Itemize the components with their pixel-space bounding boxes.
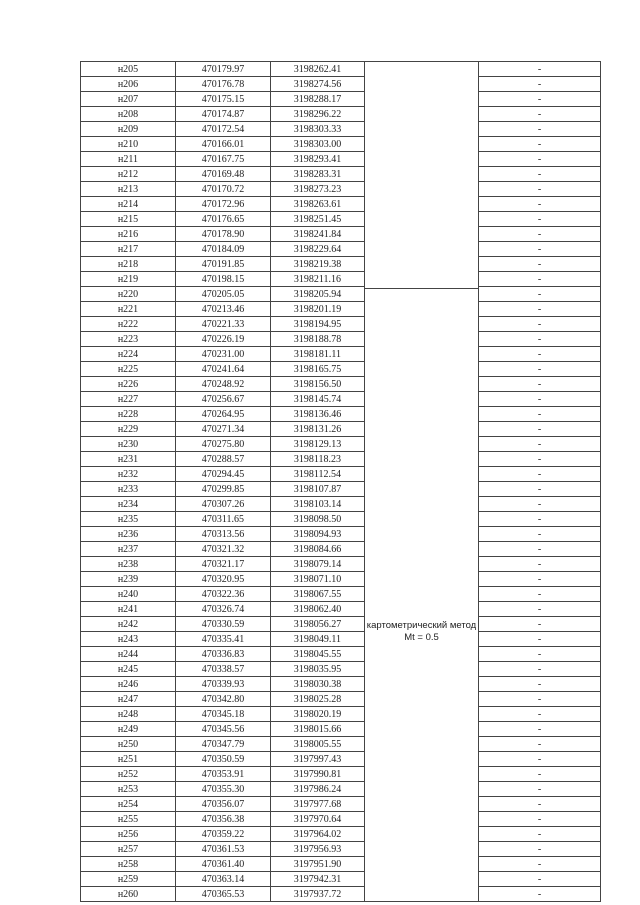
x-coordinate-cell: 470335.41 (176, 632, 271, 647)
y-coordinate-cell: 3198131.26 (271, 422, 365, 437)
dash-cell: - (479, 632, 601, 647)
x-coordinate-cell: 470365.53 (176, 887, 271, 902)
y-coordinate-cell: 3198025.28 (271, 692, 365, 707)
point-id-cell: н232 (81, 467, 176, 482)
dash-cell: - (479, 842, 601, 857)
point-id-cell: н249 (81, 722, 176, 737)
dash-cell: - (479, 767, 601, 782)
point-id-cell: н256 (81, 827, 176, 842)
y-coordinate-cell: 3197990.81 (271, 767, 365, 782)
y-coordinate-cell: 3198098.50 (271, 512, 365, 527)
y-coordinate-cell: 3198062.40 (271, 602, 365, 617)
table-row (81, 212, 601, 227)
point-id-cell: н212 (81, 167, 176, 182)
x-coordinate-cell: 470248.92 (176, 377, 271, 392)
dash-cell: - (479, 437, 601, 452)
y-coordinate-cell: 3198156.50 (271, 377, 365, 392)
x-coordinate-cell: 470321.17 (176, 557, 271, 572)
x-coordinate-cell: 470339.93 (176, 677, 271, 692)
dash-cell: - (479, 332, 601, 347)
table-row (81, 107, 601, 122)
y-coordinate-cell: 3197986.24 (271, 782, 365, 797)
x-coordinate-cell: 470345.56 (176, 722, 271, 737)
dash-cell: - (479, 797, 601, 812)
x-coordinate-cell: 470313.56 (176, 527, 271, 542)
point-id-cell: н234 (81, 497, 176, 512)
dash-cell: - (479, 257, 601, 272)
dash-cell: - (479, 872, 601, 887)
dash-cell: - (479, 212, 601, 227)
y-coordinate-cell: 3198030.38 (271, 677, 365, 692)
y-coordinate-cell: 3198129.13 (271, 437, 365, 452)
dash-cell: - (479, 812, 601, 827)
y-coordinate-cell: 3198229.64 (271, 242, 365, 257)
point-id-cell: н214 (81, 197, 176, 212)
table-row (81, 422, 601, 437)
point-id-cell: н238 (81, 557, 176, 572)
dash-cell: - (479, 137, 601, 152)
table-row (81, 167, 601, 182)
table-row (81, 122, 601, 137)
point-id-cell: н205 (81, 62, 176, 77)
x-coordinate-cell: 470172.96 (176, 197, 271, 212)
table-row (81, 677, 601, 692)
point-id-cell: н246 (81, 677, 176, 692)
dash-cell: - (479, 557, 601, 572)
table-row (81, 887, 601, 902)
x-coordinate-cell: 470330.59 (176, 617, 271, 632)
x-coordinate-cell: 470336.83 (176, 647, 271, 662)
x-coordinate-cell: 470307.26 (176, 497, 271, 512)
dash-cell: - (479, 92, 601, 107)
point-id-cell: н210 (81, 137, 176, 152)
dash-cell: - (479, 272, 601, 287)
table-row (81, 392, 601, 407)
coordinates-table-body (81, 62, 601, 902)
point-id-cell: н255 (81, 812, 176, 827)
x-coordinate-cell: 470169.48 (176, 167, 271, 182)
point-id-cell: н230 (81, 437, 176, 452)
point-id-cell: н207 (81, 92, 176, 107)
x-coordinate-cell: 470347.79 (176, 737, 271, 752)
y-coordinate-cell: 3197951.90 (271, 857, 365, 872)
dash-cell: - (479, 422, 601, 437)
table-row (81, 227, 601, 242)
y-coordinate-cell: 3198015.66 (271, 722, 365, 737)
y-coordinate-cell: 3198084.66 (271, 542, 365, 557)
dash-cell: - (479, 347, 601, 362)
table-row (81, 707, 601, 722)
y-coordinate-cell: 3197997.43 (271, 752, 365, 767)
y-coordinate-cell: 3197956.93 (271, 842, 365, 857)
table-row (81, 767, 601, 782)
x-coordinate-cell: 470184.09 (176, 242, 271, 257)
table-row (81, 152, 601, 167)
x-coordinate-cell: 470256.67 (176, 392, 271, 407)
x-coordinate-cell: 470361.53 (176, 842, 271, 857)
point-id-cell: н211 (81, 152, 176, 167)
point-id-cell: н253 (81, 782, 176, 797)
table-row (81, 557, 601, 572)
y-coordinate-cell: 3198067.55 (271, 587, 365, 602)
x-coordinate-cell: 470178.90 (176, 227, 271, 242)
x-coordinate-cell: 470338.57 (176, 662, 271, 677)
table-row (81, 692, 601, 707)
y-coordinate-cell: 3197977.68 (271, 797, 365, 812)
point-id-cell: н225 (81, 362, 176, 377)
dash-cell: - (479, 122, 601, 137)
x-coordinate-cell: 470299.85 (176, 482, 271, 497)
dash-cell: - (479, 722, 601, 737)
dash-cell: - (479, 677, 601, 692)
dash-cell: - (479, 647, 601, 662)
y-coordinate-cell: 3198005.55 (271, 737, 365, 752)
x-coordinate-cell: 470271.34 (176, 422, 271, 437)
table-row (81, 842, 601, 857)
table-row (81, 722, 601, 737)
table-row (81, 467, 601, 482)
y-coordinate-cell: 3198049.11 (271, 632, 365, 647)
y-coordinate-cell: 3198288.17 (271, 92, 365, 107)
table-row (81, 632, 601, 647)
point-id-cell: н218 (81, 257, 176, 272)
point-id-cell: н216 (81, 227, 176, 242)
point-id-cell: н247 (81, 692, 176, 707)
dash-cell: - (479, 62, 601, 77)
table-row (81, 272, 601, 287)
point-id-cell: н259 (81, 872, 176, 887)
y-coordinate-cell: 3198201.19 (271, 302, 365, 317)
point-id-cell: н239 (81, 572, 176, 587)
point-id-cell: н224 (81, 347, 176, 362)
y-coordinate-cell: 3198112.54 (271, 467, 365, 482)
dash-cell: - (479, 512, 601, 527)
dash-cell: - (479, 737, 601, 752)
table-row (81, 332, 601, 347)
table-row (81, 542, 601, 557)
y-coordinate-cell: 3198188.78 (271, 332, 365, 347)
x-coordinate-cell: 470231.00 (176, 347, 271, 362)
x-coordinate-cell: 470205.05 (176, 287, 271, 302)
y-coordinate-cell: 3198181.11 (271, 347, 365, 362)
table-row (81, 182, 601, 197)
x-coordinate-cell: 470311.65 (176, 512, 271, 527)
x-coordinate-cell: 470275.80 (176, 437, 271, 452)
y-coordinate-cell: 3198094.93 (271, 527, 365, 542)
y-coordinate-cell: 3198079.14 (271, 557, 365, 572)
point-id-cell: н241 (81, 602, 176, 617)
dash-cell: - (479, 227, 601, 242)
dash-cell: - (479, 692, 601, 707)
point-id-cell: н235 (81, 512, 176, 527)
y-coordinate-cell: 3198303.00 (271, 137, 365, 152)
table-row (81, 812, 601, 827)
x-coordinate-cell: 470172.54 (176, 122, 271, 137)
point-id-cell: н254 (81, 797, 176, 812)
point-id-cell: н240 (81, 587, 176, 602)
y-coordinate-cell: 3198107.87 (271, 482, 365, 497)
point-id-cell: н226 (81, 377, 176, 392)
point-id-cell: н217 (81, 242, 176, 257)
table-row (81, 437, 601, 452)
y-coordinate-cell: 3198145.74 (271, 392, 365, 407)
dash-cell: - (479, 527, 601, 542)
x-coordinate-cell: 470288.57 (176, 452, 271, 467)
y-coordinate-cell: 3198274.56 (271, 77, 365, 92)
dash-cell: - (479, 602, 601, 617)
point-id-cell: н260 (81, 887, 176, 902)
dash-cell: - (479, 452, 601, 467)
x-coordinate-cell: 470294.45 (176, 467, 271, 482)
point-id-cell: н215 (81, 212, 176, 227)
table-row (81, 512, 601, 527)
y-coordinate-cell: 3197942.31 (271, 872, 365, 887)
dash-cell: - (479, 467, 601, 482)
table-row (81, 197, 601, 212)
dash-cell: - (479, 182, 601, 197)
x-coordinate-cell: 470350.59 (176, 752, 271, 767)
point-id-cell: н221 (81, 302, 176, 317)
x-coordinate-cell: 470356.38 (176, 812, 271, 827)
point-id-cell: н222 (81, 317, 176, 332)
dash-cell: - (479, 617, 601, 632)
dash-cell: - (479, 302, 601, 317)
point-id-cell: н227 (81, 392, 176, 407)
table-row (81, 302, 601, 317)
dash-cell: - (479, 497, 601, 512)
y-coordinate-cell: 3198103.14 (271, 497, 365, 512)
dash-cell: - (479, 587, 601, 602)
method-label: картометрический метод Mt = 0.5 (366, 619, 477, 643)
y-coordinate-cell: 3198251.45 (271, 212, 365, 227)
table-row (81, 752, 601, 767)
dash-cell: - (479, 107, 601, 122)
table-row (81, 407, 601, 422)
x-coordinate-cell: 470356.07 (176, 797, 271, 812)
dash-cell: - (479, 242, 601, 257)
point-id-cell: н209 (81, 122, 176, 137)
y-coordinate-cell: 3198219.38 (271, 257, 365, 272)
point-id-cell: н245 (81, 662, 176, 677)
x-coordinate-cell: 470170.72 (176, 182, 271, 197)
y-coordinate-cell: 3198194.95 (271, 317, 365, 332)
dash-cell: - (479, 407, 601, 422)
dash-cell: - (479, 542, 601, 557)
point-id-cell: н243 (81, 632, 176, 647)
x-coordinate-cell: 470355.30 (176, 782, 271, 797)
table-row (81, 482, 601, 497)
x-coordinate-cell: 470226.19 (176, 332, 271, 347)
point-id-cell: н233 (81, 482, 176, 497)
x-coordinate-cell: 470176.78 (176, 77, 271, 92)
dash-cell: - (479, 857, 601, 872)
dash-cell: - (479, 362, 601, 377)
y-coordinate-cell: 3198211.16 (271, 272, 365, 287)
dash-cell: - (479, 152, 601, 167)
x-coordinate-cell: 470320.95 (176, 572, 271, 587)
method-divider (364, 288, 478, 289)
table-row (81, 137, 601, 152)
table-row (81, 587, 601, 602)
coordinates-table-sheet (80, 61, 600, 902)
y-coordinate-cell: 3198165.75 (271, 362, 365, 377)
table-row (81, 782, 601, 797)
table-row (81, 287, 601, 302)
point-id-cell: н220 (81, 287, 176, 302)
dash-cell: - (479, 197, 601, 212)
x-coordinate-cell: 470264.95 (176, 407, 271, 422)
dash-cell: - (479, 317, 601, 332)
point-id-cell: н219 (81, 272, 176, 287)
dash-cell: - (479, 827, 601, 842)
x-coordinate-cell: 470221.33 (176, 317, 271, 332)
y-coordinate-cell: 3198136.46 (271, 407, 365, 422)
dash-cell: - (479, 287, 601, 302)
table-row (81, 77, 601, 92)
x-coordinate-cell: 470174.87 (176, 107, 271, 122)
x-coordinate-cell: 470363.14 (176, 872, 271, 887)
dash-cell: - (479, 392, 601, 407)
point-id-cell: н252 (81, 767, 176, 782)
dash-cell: - (479, 572, 601, 587)
point-id-cell: н250 (81, 737, 176, 752)
point-id-cell: н223 (81, 332, 176, 347)
point-id-cell: н213 (81, 182, 176, 197)
y-coordinate-cell: 3197937.72 (271, 887, 365, 902)
y-coordinate-cell: 3198118.23 (271, 452, 365, 467)
dash-cell: - (479, 77, 601, 92)
dash-cell: - (479, 887, 601, 902)
point-id-cell: н237 (81, 542, 176, 557)
x-coordinate-cell: 470361.40 (176, 857, 271, 872)
table-row (81, 827, 601, 842)
table-row (81, 602, 601, 617)
point-id-cell: н208 (81, 107, 176, 122)
point-id-cell: н257 (81, 842, 176, 857)
y-coordinate-cell: 3198263.61 (271, 197, 365, 212)
x-coordinate-cell: 470322.36 (176, 587, 271, 602)
x-coordinate-cell: 470167.75 (176, 152, 271, 167)
method-cell (365, 62, 479, 902)
table-row (81, 362, 601, 377)
table-row (81, 872, 601, 887)
x-coordinate-cell: 470213.46 (176, 302, 271, 317)
point-id-cell: н258 (81, 857, 176, 872)
x-coordinate-cell: 470179.97 (176, 62, 271, 77)
y-coordinate-cell: 3198241.84 (271, 227, 365, 242)
point-id-cell: н236 (81, 527, 176, 542)
y-coordinate-cell: 3198283.31 (271, 167, 365, 182)
dash-cell: - (479, 482, 601, 497)
table-row (81, 242, 601, 257)
table-row (81, 317, 601, 332)
dash-cell: - (479, 782, 601, 797)
table-row (81, 857, 601, 872)
y-coordinate-cell: 3198071.10 (271, 572, 365, 587)
y-coordinate-cell: 3198205.94 (271, 287, 365, 302)
x-coordinate-cell: 470166.01 (176, 137, 271, 152)
y-coordinate-cell: 3198035.95 (271, 662, 365, 677)
table-row (81, 257, 601, 272)
dash-cell: - (479, 662, 601, 677)
x-coordinate-cell: 470345.18 (176, 707, 271, 722)
y-coordinate-cell: 3198293.41 (271, 152, 365, 167)
point-id-cell: н206 (81, 77, 176, 92)
y-coordinate-cell: 3198056.27 (271, 617, 365, 632)
y-coordinate-cell: 3198020.19 (271, 707, 365, 722)
point-id-cell: н228 (81, 407, 176, 422)
y-coordinate-cell: 3197964.02 (271, 827, 365, 842)
x-coordinate-cell: 470359.22 (176, 827, 271, 842)
table-row (81, 347, 601, 362)
y-coordinate-cell: 3197970.64 (271, 812, 365, 827)
table-row (81, 452, 601, 467)
x-coordinate-cell: 470353.91 (176, 767, 271, 782)
x-coordinate-cell: 470321.32 (176, 542, 271, 557)
table-row (81, 617, 601, 632)
table-row (81, 647, 601, 662)
table-row (81, 797, 601, 812)
coordinates-table (80, 61, 601, 902)
x-coordinate-cell: 470326.74 (176, 602, 271, 617)
table-row (81, 62, 601, 77)
x-coordinate-cell: 470342.80 (176, 692, 271, 707)
point-id-cell: н242 (81, 617, 176, 632)
x-coordinate-cell: 470176.65 (176, 212, 271, 227)
y-coordinate-cell: 3198303.33 (271, 122, 365, 137)
x-coordinate-cell: 470175.15 (176, 92, 271, 107)
table-row (81, 662, 601, 677)
table-row (81, 572, 601, 587)
point-id-cell: н248 (81, 707, 176, 722)
table-row (81, 527, 601, 542)
dash-cell: - (479, 707, 601, 722)
table-row (81, 92, 601, 107)
table-row (81, 377, 601, 392)
table-row (81, 497, 601, 512)
point-id-cell: н231 (81, 452, 176, 467)
point-id-cell: н244 (81, 647, 176, 662)
dash-cell: - (479, 752, 601, 767)
table-row (81, 737, 601, 752)
x-coordinate-cell: 470241.64 (176, 362, 271, 377)
point-id-cell: н251 (81, 752, 176, 767)
y-coordinate-cell: 3198045.55 (271, 647, 365, 662)
y-coordinate-cell: 3198273.23 (271, 182, 365, 197)
x-coordinate-cell: 470198.15 (176, 272, 271, 287)
y-coordinate-cell: 3198296.22 (271, 107, 365, 122)
point-id-cell: н229 (81, 422, 176, 437)
y-coordinate-cell: 3198262.41 (271, 62, 365, 77)
dash-cell: - (479, 167, 601, 182)
dash-cell: - (479, 377, 601, 392)
x-coordinate-cell: 470191.85 (176, 257, 271, 272)
